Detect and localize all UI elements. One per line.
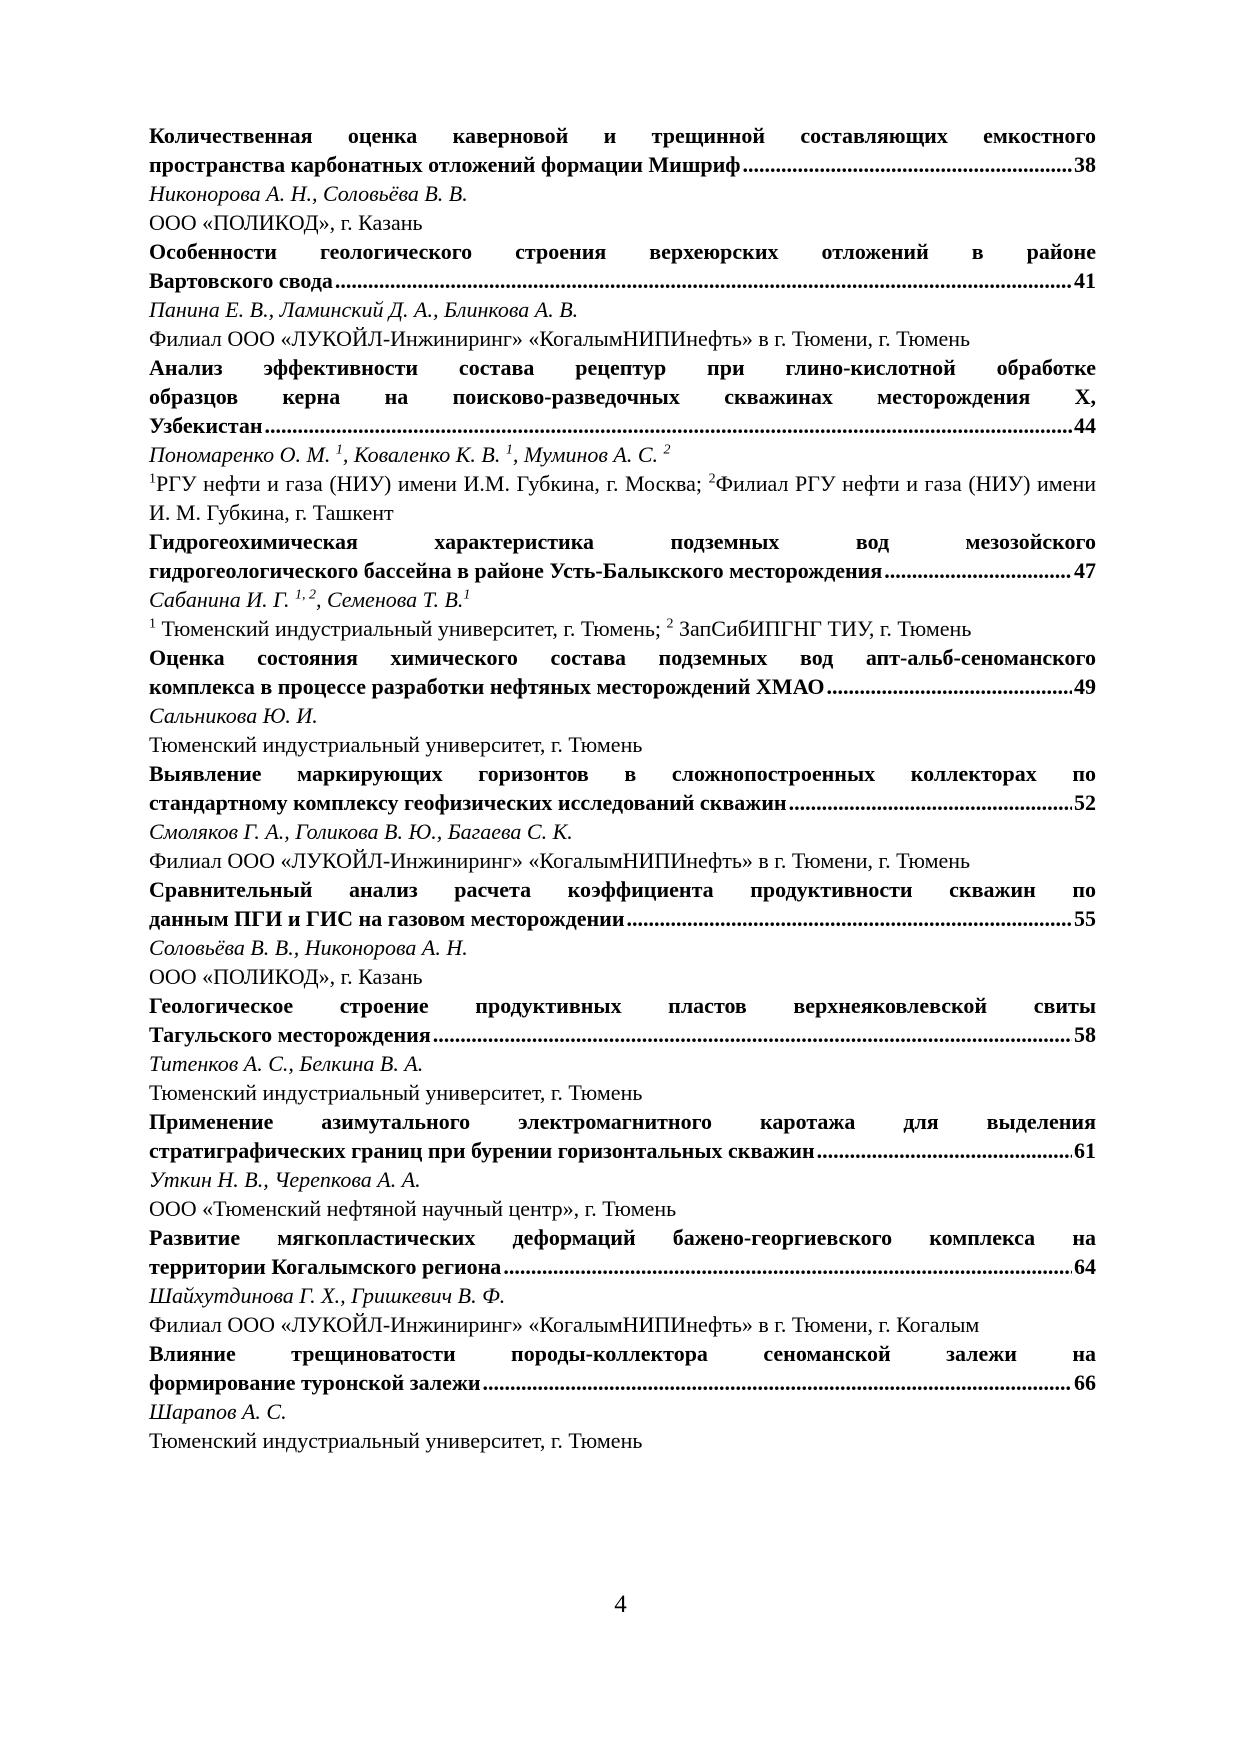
entry-title-line: образцов керна на поисково-разведочных скважинах месторождения Х, [149,384,1096,409]
affiliation-mark: 1 [149,616,156,632]
entry-title-line: Гидрогеохимическая характеристика подземных вод мезозойского [149,529,1096,554]
dot-leader [335,266,1072,295]
entry-title-line: Влияние трещиноватости породы-коллектора сеноманской залежи на [149,1341,1096,1366]
entry-page-number: 38 [1074,152,1096,177]
entry-title-text: Вартовского свода [149,268,333,293]
affiliation-text: РГУ нефти и газа (НИУ) имени И.М. Губкина, г. Москва; [156,471,709,496]
entry-title-text: Тагульского месторождения [149,1022,431,1047]
toc-entry [149,1107,1096,1223]
entry-page-number: 49 [1074,674,1096,699]
entry-title-line: Развитие мягкопластических деформаций бажено-георгиевского комплекса на [149,1225,1096,1250]
entry-page-number: 44 [1074,413,1096,438]
entry-authors: Шарапов А. С. [149,1399,287,1424]
entry-title-line: Сравнительный анализ расчета коэффициента продуктивности скважин по [149,877,1096,902]
author-name: , Муминов А. С. [512,442,664,467]
entry-title-text: комплекса в процессе разработки нефтяных месторождений ХМАО [149,674,825,699]
author-name: Пономаренко О. М. [149,442,336,467]
entry-affiliation: Тюменский индустриальный университет, г. Тюмень [149,1080,643,1105]
entry-title-text: данным ПГИ и ГИС на газовом месторождении [149,906,625,931]
entry-title-final-line[interactable] [149,150,1096,179]
entry-affiliation: Филиал ООО «ЛУКОЙЛ-Инжиниринг» «КогалымНИПИнефть» в г. Тюмени, г. Тюмень [149,326,971,351]
entry-page-number: 64 [1074,1254,1096,1279]
entry-title-final-line[interactable] [149,411,1096,440]
toc-entry [149,353,1096,527]
dot-leader [884,556,1072,585]
entry-authors: Шайхутдинова Г. Х., Гришкевич В. Ф. [149,1283,506,1308]
entry-affiliation: ООО «Тюменский нефтяной научный центр», г. Тюмень [149,1196,677,1221]
entry-authors: Титенков А. С., Белкина В. А. [149,1051,424,1076]
affiliation-text: Тюменский индустриальный университет, г. Тюмень; [156,616,667,641]
toc-entry [149,991,1096,1107]
entry-page-number: 55 [1074,906,1096,931]
entry-page-number: 52 [1074,790,1096,815]
entry-title-text: стратиграфических границ при бурении горизонтальных скважин [149,1138,815,1163]
entry-title-text: формирование туронской залежи [149,1370,481,1395]
affiliation-mark: 1 [463,587,471,603]
toc-entry [149,875,1096,991]
affiliation-mark: 2 [663,442,671,458]
affiliation-mark: 1, 2 [294,587,316,603]
dot-leader [789,788,1072,817]
entry-title-final-line[interactable] [149,788,1096,817]
entry-title-final-line[interactable] [149,266,1096,295]
entry-title-final-line[interactable] [149,672,1096,701]
entry-affiliation: Тюменский индустриальный университет, г. Тюмень [149,732,643,757]
entry-title-line: Применение азимутального электромагнитного каротажа для выделения [149,1109,1096,1134]
toc-entry [149,121,1096,237]
entry-authors: Соловьёва В. В., Никонорова А. Н. [149,935,468,960]
entry-page-number: 41 [1074,268,1096,293]
entry-title-text: территории Когалымского региона [149,1254,502,1279]
entry-authors: Уткин Н. В., Черепкова А. А. [149,1167,421,1192]
affiliation-mark: 1 [505,442,513,458]
entry-affiliation: ООО «ПОЛИКОД», г. Казань [149,964,423,989]
dot-leader [483,1368,1073,1397]
toc-entry [149,759,1096,875]
dot-leader [265,411,1072,440]
entry-authors: Панина Е. В., Ламинский Д. А., Блинкова А. В. [149,297,579,322]
affiliation-text: Филиал РГУ нефти и газа (НИУ) имени И. М. Губкина, г. Ташкент [149,471,1096,525]
entry-affiliation [149,469,1096,527]
dot-leader [433,1020,1072,1049]
dot-leader [503,1252,1072,1281]
entry-authors: Смоляков Г. А., Голикова В. Ю., Багаева С. К. [149,819,573,844]
affiliation-text: ЗапСибИПГНГ ТИУ, г. Тюмень [673,616,972,641]
entry-title-text: стандартному комплексу геофизических исследований скважин [149,790,787,815]
entry-title-line: Анализ эффективности состава рецептур при глино-кислотной обработке [149,355,1096,380]
entry-title-final-line[interactable] [149,1368,1096,1397]
entry-authors [149,585,1096,614]
dot-leader [627,904,1072,933]
entry-title-final-line[interactable] [149,1252,1096,1281]
entry-title-final-line[interactable] [149,904,1096,933]
entry-affiliation: Филиал ООО «ЛУКОЙЛ-Инжиниринг» «КогалымНИПИнефть» в г. Тюмени, г. Тюмень [149,848,971,873]
affiliation-mark: 2 [708,471,716,487]
entry-authors: Сальникова Ю. И. [149,703,318,728]
entry-title-final-line[interactable] [149,556,1096,585]
toc-entry [149,527,1096,643]
entry-title-final-line[interactable] [149,1020,1096,1049]
toc-entry [149,1223,1096,1339]
toc-entry [149,643,1096,759]
page-number: 4 [614,1591,627,1618]
entry-affiliation: Филиал ООО «ЛУКОЙЛ-Инжиниринг» «КогалымНИПИнефть» в г. Тюмени, г. Когалым [149,1312,980,1337]
dot-leader [826,672,1072,701]
entry-page-number: 66 [1074,1370,1096,1395]
entry-page-number: 47 [1074,558,1096,583]
author-name: , Семенова Т. В. [315,587,464,612]
toc-entry [149,237,1096,353]
entry-title-line: Выявление маркирующих горизонтов в сложнопостроенных коллекторах по [149,761,1096,786]
entry-title-text: пространства карбонатных отложений формации Мишриф [149,152,741,177]
dot-leader [817,1136,1072,1165]
entry-affiliation: ООО «ПОЛИКОД», г. Казань [149,210,423,235]
entry-title-line: Количественная оценка каверновой и трещинной составляющих емкостного [149,123,1096,148]
author-name: , Коваленко К. В. [342,442,506,467]
entry-page-number: 58 [1074,1022,1096,1047]
toc-entry [149,1339,1096,1455]
entry-authors: Никонорова А. Н., Соловьёва В. В. [149,181,468,206]
entry-affiliation [149,614,1096,643]
affiliation-mark: 1 [335,442,343,458]
entry-affiliation: Тюменский индустриальный университет, г. Тюмень [149,1428,643,1453]
table-of-contents [149,121,1096,1455]
affiliation-mark: 2 [666,616,674,632]
entry-title-line: Геологическое строение продуктивных пластов верхнеяковлевской свиты [149,993,1096,1018]
entry-page-number: 61 [1074,1138,1096,1163]
entry-title-text: Узбекистан [149,413,263,438]
entry-title-line: Оценка состояния химического состава подземных вод апт-альб-сеноманского [149,645,1096,670]
dot-leader [743,150,1072,179]
affiliation-mark: 1 [149,471,156,487]
author-name: Сабанина И. Г. [149,587,295,612]
entry-title-final-line[interactable] [149,1136,1096,1165]
entry-authors [149,440,1096,469]
entry-title-text: гидрогеологического бассейна в районе Усть-Балыкского месторождения [149,558,883,583]
entry-title-line: Особенности геологического строения верхеюрских отложений в районе [149,239,1096,264]
